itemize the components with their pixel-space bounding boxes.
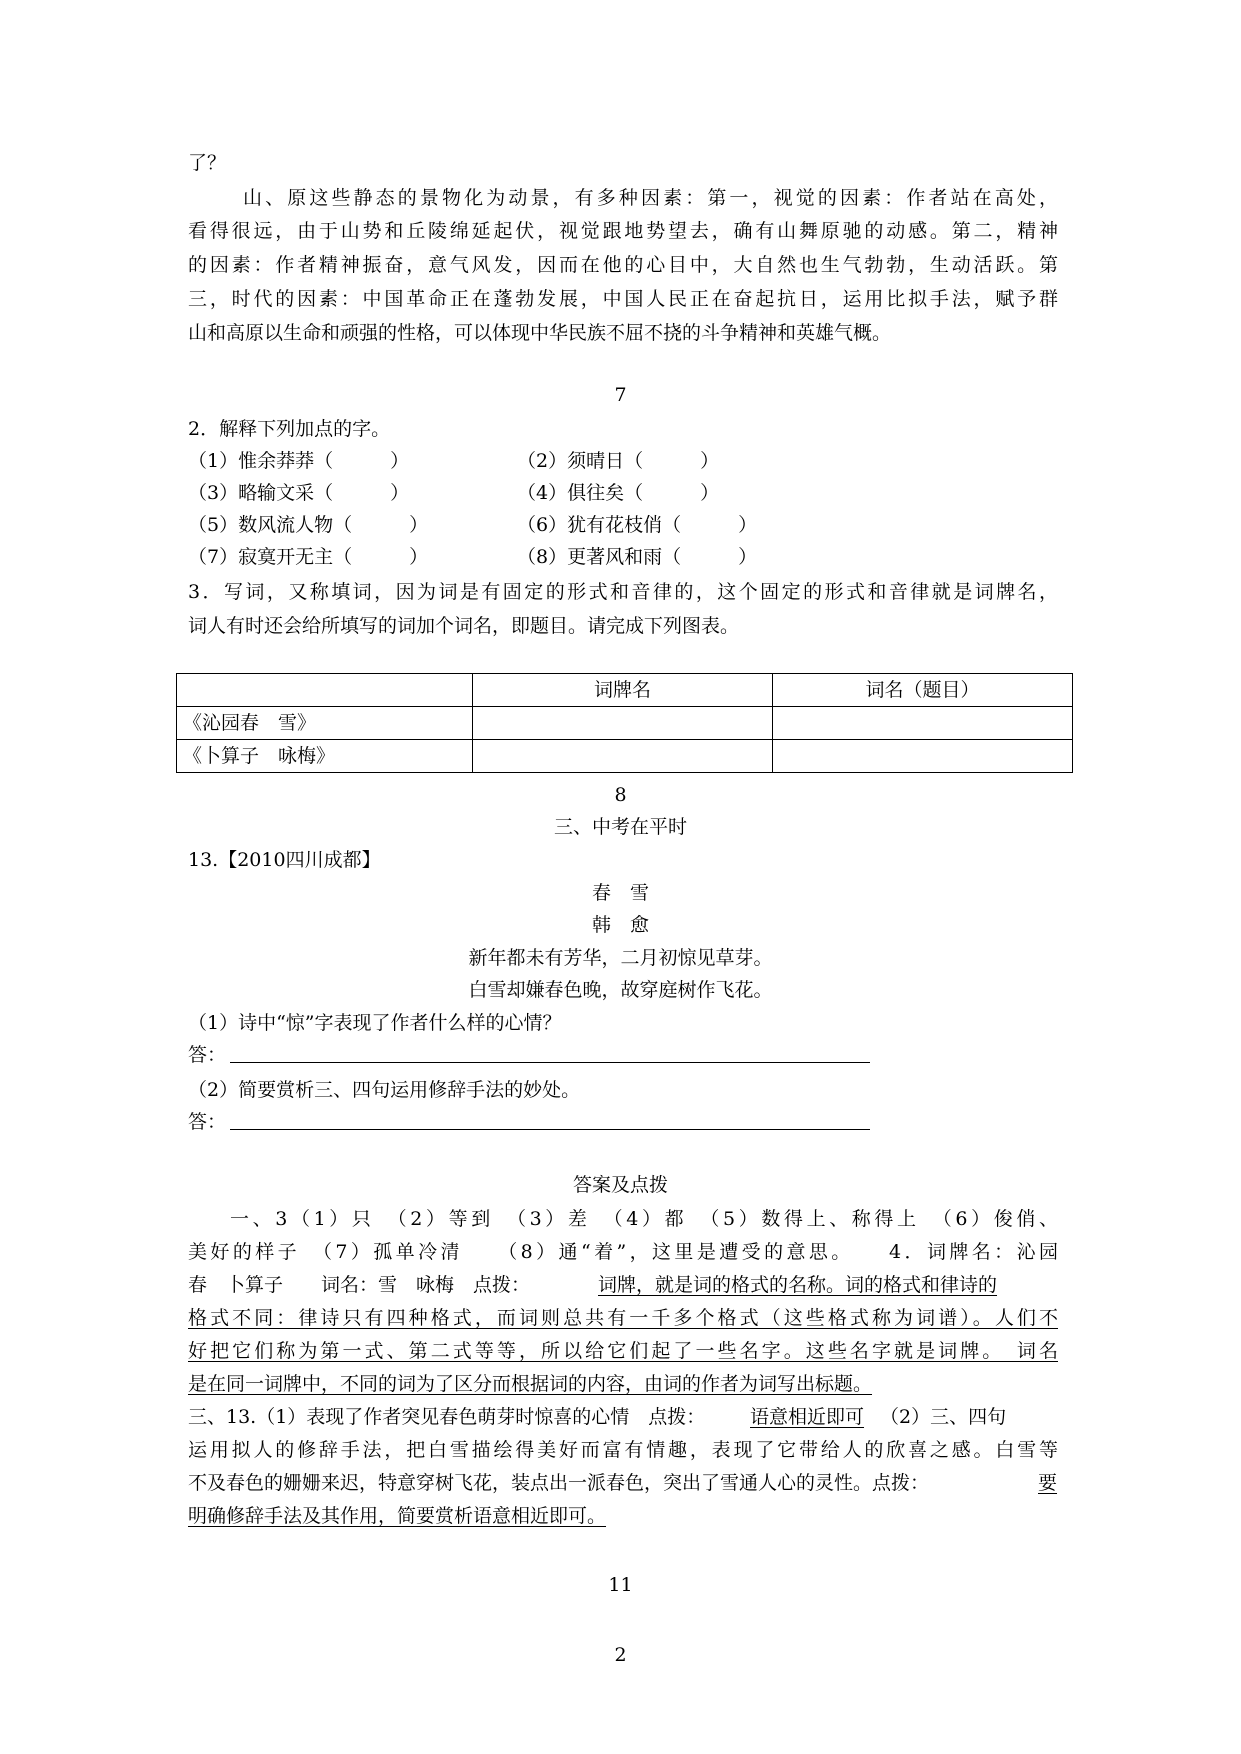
intro-line: 三，时代的因素：中国革命正在蓬勃发展，中国人民正在奋起抗日，运用比拟手法，赋予群	[188, 288, 1058, 310]
question-item: （6）犹有花枝俏（ ）	[517, 514, 758, 536]
answer-line-underlined: 好把它们称为第一式、第二式等等，所以给它们起了一些名字。这些名字就是词牌。 词名	[188, 1340, 1058, 1362]
table-row	[177, 740, 1073, 773]
answer-label: 答：	[188, 1044, 227, 1066]
question-item: （1）惟余莽莽（ ）	[188, 450, 410, 472]
poem-line: 新年都未有芳华，二月初惊见草芽。	[468, 947, 773, 969]
answer-table	[176, 673, 1073, 773]
intro-line: 了？	[188, 152, 227, 174]
table-cell[interactable]	[473, 707, 773, 740]
sub-question: （1）诗中“惊”字表现了作者什么样的心情？	[188, 1012, 562, 1034]
sub-question: （2）简要赏析三、四句运用修辞手法的妙处。	[188, 1079, 581, 1101]
answer-line: 一、3（1）只 （2）等到 （3）差 （4）都 （5）数得上、称得上 （6）俊俏、	[230, 1208, 1058, 1230]
table-cell: 《卜算子 咏梅》	[177, 740, 473, 773]
answer-line-underlined: 语意相近即可	[750, 1406, 865, 1428]
table-cell[interactable]	[473, 740, 773, 773]
question-item: （3）略输文采（ ）	[188, 482, 410, 504]
page-number: 11	[608, 1574, 633, 1596]
answer-line-underlined: 明确修辞手法及其作用，简要赏析语意相近即可。	[188, 1505, 607, 1527]
question-title: 2．解释下列加点的字。	[188, 418, 391, 440]
table-cell[interactable]	[773, 740, 1073, 773]
answer-line-underlined: 词牌，就是词的格式的名称。词的格式和律诗的	[598, 1274, 998, 1296]
answer-blank-line[interactable]	[230, 1062, 870, 1063]
table-header-row	[177, 674, 1073, 707]
poem-title: 春 雪	[591, 882, 649, 904]
table-header-cell	[177, 674, 473, 707]
answer-line: 美好的样子 （7）孤单冷清 （8）通“着”，这里是遭受的意思。 4．词牌名：沁园	[188, 1241, 1058, 1263]
table-cell[interactable]	[773, 707, 1073, 740]
answer-line: 三、13.（1）表现了作者突见春色萌芽时惊喜的心情 点拨：	[188, 1406, 706, 1428]
answer-line-underlined: 是在同一词牌中，不同的词为了区分而根据词的内容，由词的作者为词写出标题。	[188, 1373, 873, 1395]
question-item: （4）俱往矣（ ）	[517, 482, 720, 504]
answer-blank-line[interactable]	[230, 1129, 870, 1130]
answer-line-underlined: 要	[1038, 1472, 1058, 1494]
table-header-cell: 词牌名	[473, 674, 773, 707]
answer-line-underlined: 格式不同：律诗只有四种格式，而词则总共有一千多个格式（这些格式称为词谱）。人们不	[188, 1307, 1058, 1329]
poem-author: 韩 愈	[591, 914, 649, 936]
intro-line: 山、原这些静态的景物化为动景，有多种因素：第一，视觉的因素：作者站在高处，	[243, 187, 1058, 209]
answer-label: 答：	[188, 1111, 227, 1133]
table-header-cell: 词名（题目）	[773, 674, 1073, 707]
intro-line: 的因素：作者精神振奋，意气风发，因而在他的心目中，大自然也生气勃勃，生动活跃。第	[188, 254, 1058, 276]
poem-line: 白雪却嫌春色晚，故穿庭树作飞花。	[468, 979, 773, 1001]
answer-line: 不及春色的姗姗来迟，特意穿树飞花，装点出一派春色，突出了雪通人心的灵性。点拨：	[188, 1472, 930, 1494]
question-item: （8）更著风和雨（ ）	[517, 546, 758, 568]
question-text: 词人有时还会给所填写的词加个词名，即题目。请完成下列图表。	[188, 615, 740, 637]
page-number: 2	[614, 1644, 627, 1666]
table-cell: 《沁园春 雪》	[177, 707, 473, 740]
intro-line: 山和高原以生命和顽强的性格，可以体现中华民族不屈不挠的斗争精神和英雄气概。	[188, 322, 892, 344]
page-number: 7	[614, 384, 627, 406]
table-row	[177, 707, 1073, 740]
answer-line: （2）三、四句	[880, 1406, 1007, 1428]
question-item: （5）数风流人物（ ）	[188, 514, 429, 536]
answers-title: 答案及点拨	[572, 1174, 668, 1196]
answer-line: 运用拟人的修辞手法，把白雪描绘得美好而富有情趣，表现了它带给人的欣喜之感。白雪等	[188, 1439, 1058, 1461]
question-text: 3．写词，又称填词，因为词是有固定的形式和音律的，这个固定的形式和音律就是词牌名，	[188, 581, 1058, 603]
section-title: 三、中考在平时	[553, 816, 687, 838]
answer-line: 春 卜算子 词名：雪 咏梅 点拨：	[188, 1274, 531, 1296]
page-number: 8	[614, 784, 627, 806]
question-item: （7）寂寞开无主（ ）	[188, 546, 429, 568]
question-item: （2）须晴日（ ）	[517, 450, 720, 472]
question-source: 13.【2010四川成都】	[188, 849, 381, 871]
intro-line: 看得很远，由于山势和丘陵绵延起伏，视觉跟地势望去，确有山舞原驰的动感。第二，精神	[188, 220, 1058, 242]
